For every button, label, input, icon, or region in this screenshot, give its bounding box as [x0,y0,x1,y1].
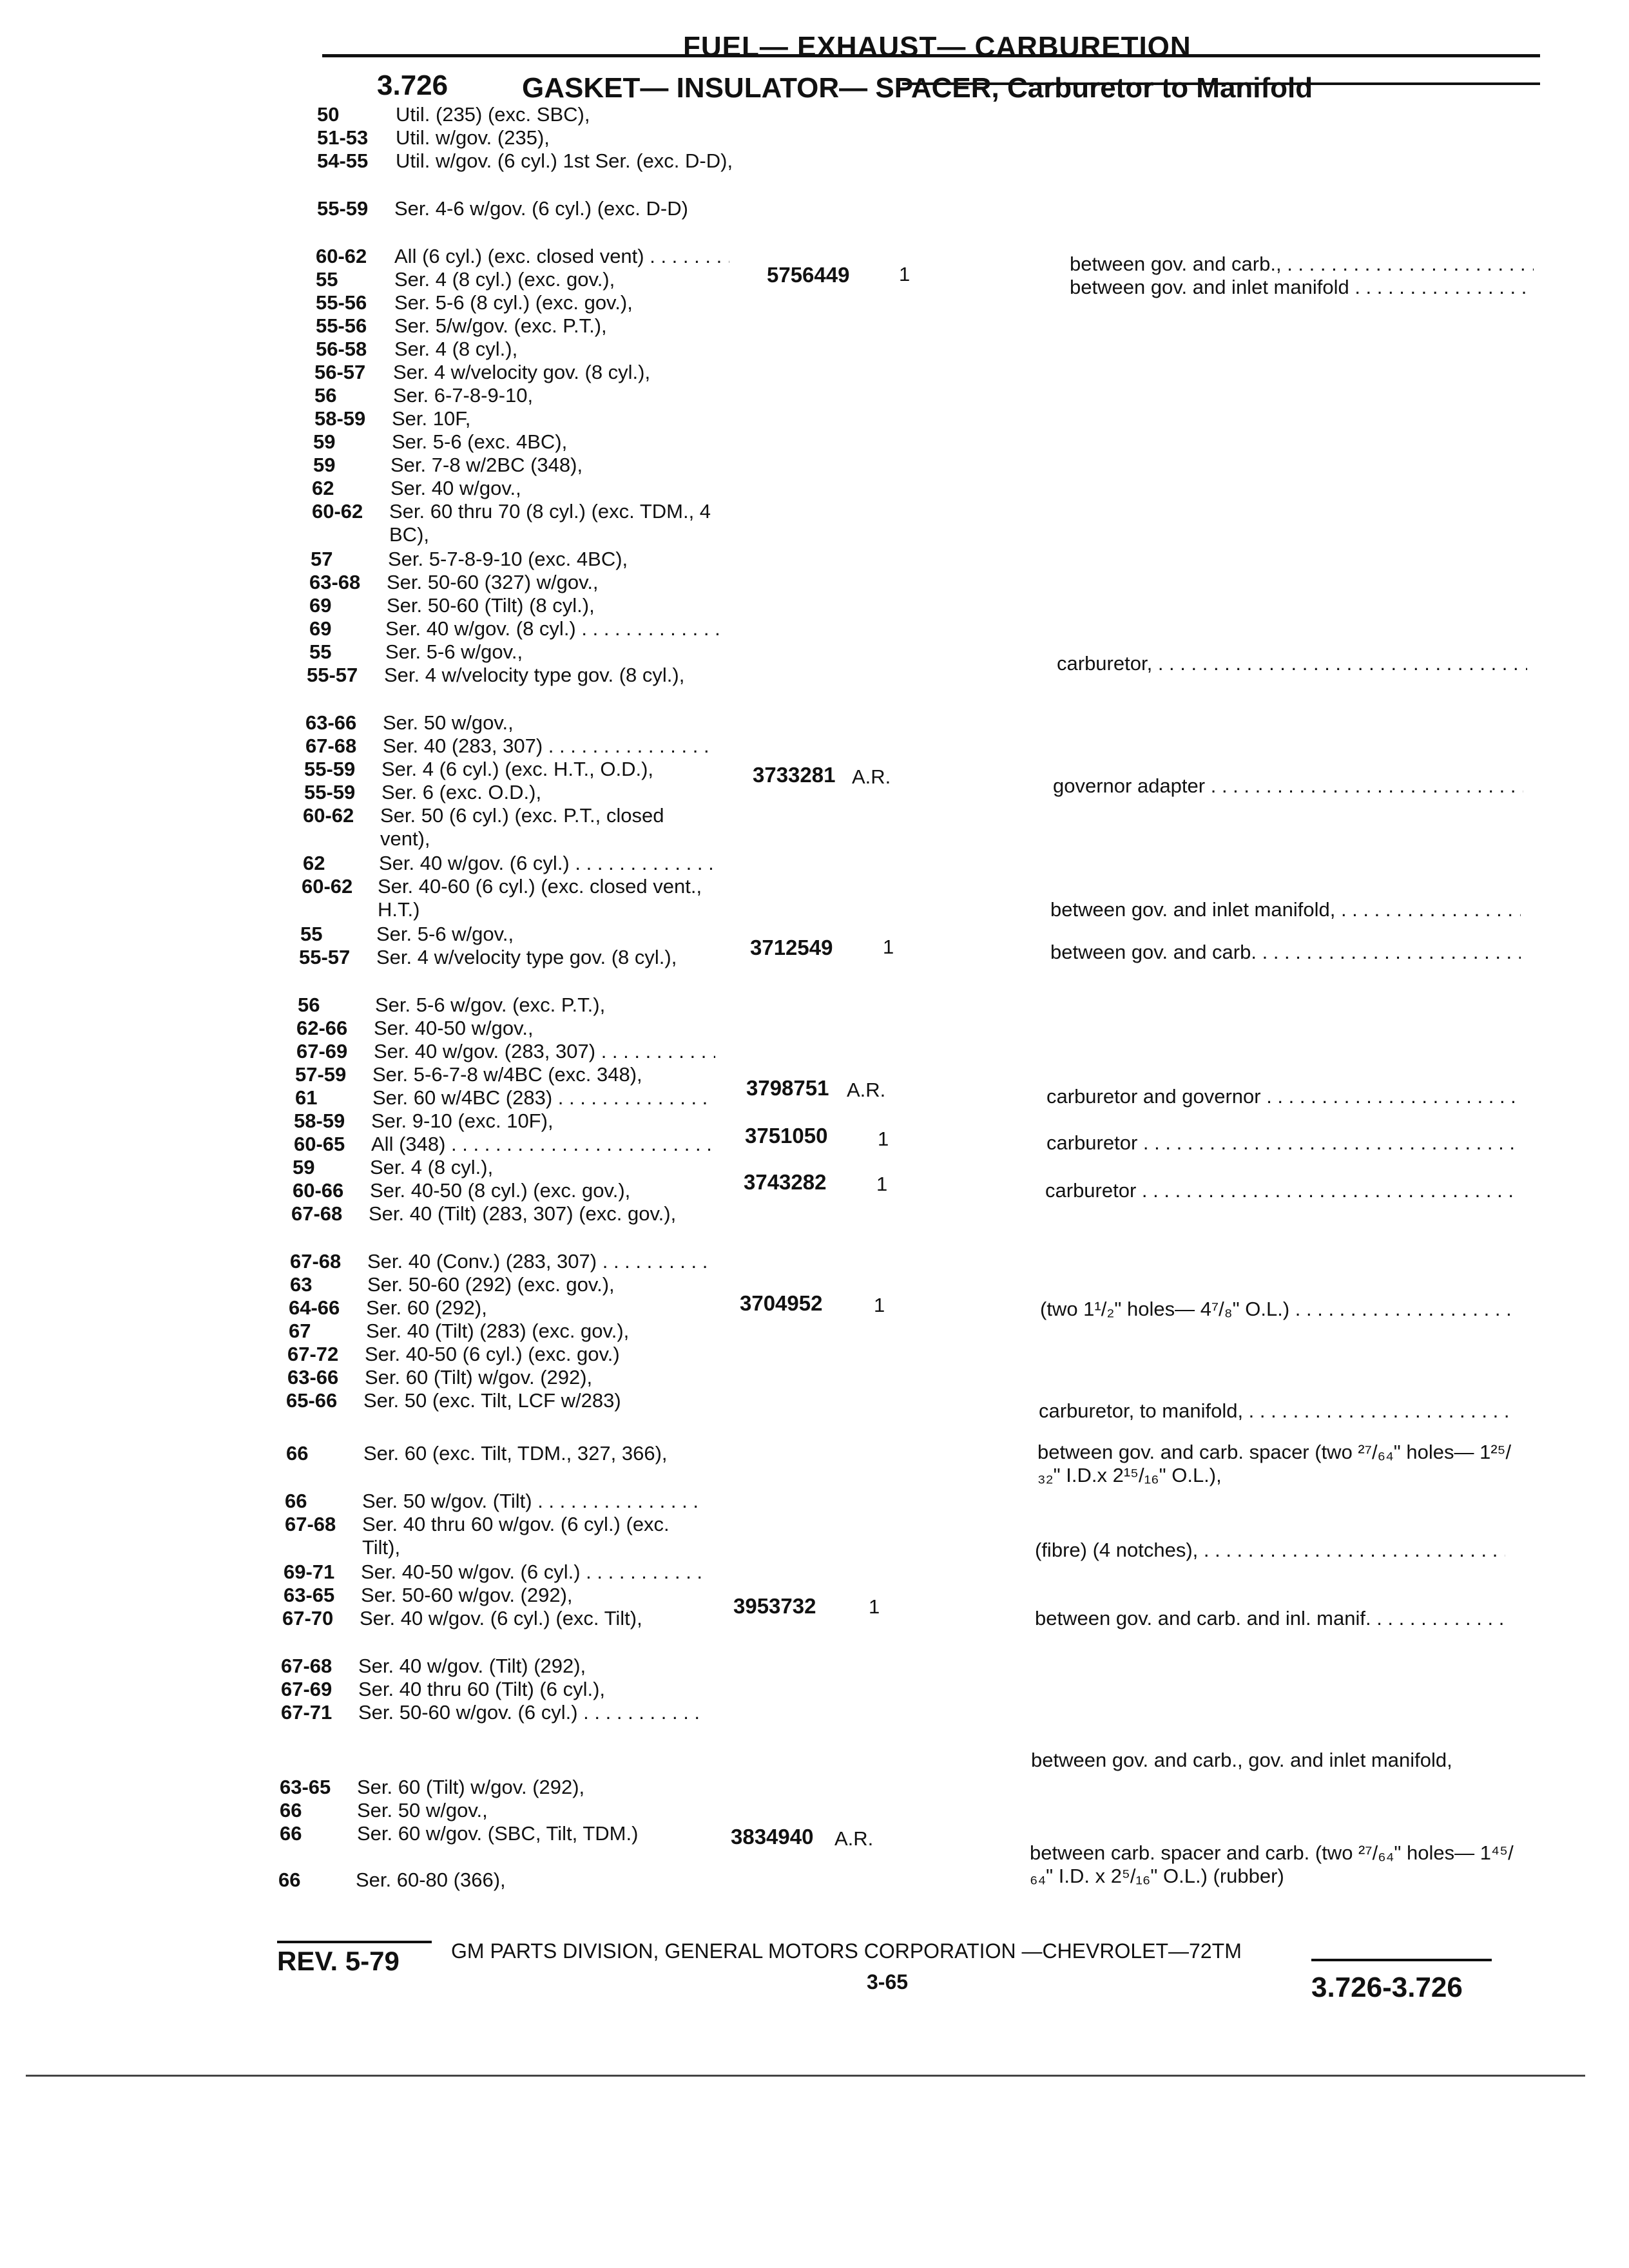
section-header: FUEL— EXHAUST— CARBURETION [683,31,1191,62]
application: Ser. 5-6 w/gov., [376,923,514,945]
footer-rule-left [277,1941,432,1943]
year: 55-57 [299,946,351,968]
group-number: 3.726 [377,70,448,101]
year: 65-66 [286,1389,338,1412]
year: 69 [309,594,332,617]
application: Ser. 5-7-8-9-10 (exc. 4BC), [388,548,628,570]
application: Ser. 50 (6 cyl.) (exc. P.T., closed vent), [380,804,664,850]
application: Ser. 5-6 w/gov., [385,640,523,663]
description: carburetor and governor . . . [1046,1085,1517,1108]
description: carburetor . . . [1046,1131,1517,1155]
year: 55 [316,268,338,291]
application: Ser. 50 w/gov., [383,711,514,734]
year: 63-66 [305,711,357,734]
part-qty: 1 [869,1595,880,1618]
part-qty: 1 [899,263,911,285]
application: Ser. 50-60 w/gov. (6 cyl.) . . . [358,1701,700,1724]
part-qty: 1 [876,1173,888,1195]
application: Ser. 60 (292), [366,1296,487,1319]
application: Ser. 40-60 (6 cyl.) (exc. closed vent., H.T.) [378,875,702,921]
year: 55-59 [304,758,356,780]
year: 67-68 [290,1250,342,1273]
year: 63 [290,1273,313,1296]
description: (two 1¹/₂" holes— 4⁷/₈" O.L.) . . . [1040,1298,1510,1321]
year: 67-68 [285,1513,336,1535]
application: Ser. 60 w/4BC (283) . . . [372,1086,714,1110]
part-qty: 1 [883,936,894,958]
application: Ser. 4 w/velocity gov. (8 cyl.), [393,361,651,383]
description: between gov. and carb., gov. and inlet manifold, [1031,1749,1452,1771]
year: 61 [295,1086,318,1109]
year: 62 [312,477,334,499]
footer-rule-right [1311,1959,1492,1961]
year: 62 [303,852,325,874]
application: Ser. 6 (exc. O.D.), [381,781,542,803]
part-number: 5756449 [767,263,850,287]
application: Util. w/gov. (235), [396,126,550,149]
part-number: 3743282 [744,1170,827,1194]
year: 67-68 [305,735,357,757]
year: 60-66 [293,1179,344,1202]
year: 69-71 [284,1561,335,1583]
year: 55 [300,923,323,945]
application: Ser. 40 thru 60 w/gov. (6 cyl.) (exc. Tilt), [362,1513,670,1559]
year: 58-59 [294,1110,345,1132]
application: Ser. 40 w/gov. (Tilt) (292), [358,1655,586,1677]
application: Ser. 60 w/gov. (SBC, Tilt, TDM.) [357,1822,639,1845]
application: Ser. 60-80 (366), [356,1869,506,1891]
part-number: 3953732 [733,1594,816,1618]
year: 62-66 [296,1017,348,1039]
application: Ser. 60 thru 70 (8 cyl.) (exc. TDM., 4 BC), [389,500,711,546]
application: All (6 cyl.) (exc. closed vent) . . . [394,245,729,268]
group-range: 3.726-3.726 [1311,1972,1463,2003]
year: 57-59 [295,1063,347,1086]
application: Ser. 40-50 w/gov. (6 cyl.) . . . [361,1561,702,1584]
application: Ser. 40 w/gov. (283, 307) . . . [374,1040,715,1063]
description: between gov. and inlet manifold . . . [1070,276,1534,299]
application: Ser. 40-50 (8 cyl.) (exc. gov.), [370,1179,631,1202]
part-qty: A.R. [852,765,891,788]
year: 66 [280,1799,302,1821]
application: Ser. 50-60 (292) (exc. gov.), [367,1273,615,1296]
application: Ser. 50 w/gov. (Tilt) . . . [362,1490,704,1513]
part-number: 3751050 [745,1124,828,1148]
year: 67 [289,1320,311,1342]
part-qty: A.R. [847,1079,886,1101]
part-number: 3834940 [731,1825,814,1849]
description: between gov. and carb., . . . [1070,253,1534,276]
application: Ser. 10F, [392,407,471,430]
application: Ser. 4 w/velocity type gov. (8 cyl.), [376,946,677,968]
application: Ser. 5-6 (exc. 4BC), [392,430,568,453]
year: 55-59 [304,781,356,803]
year: 67-69 [296,1040,348,1062]
application: Ser. 50-60 (Tilt) (8 cyl.), [387,594,595,617]
bottom-edge-line [26,2075,1585,2077]
part-number: 3712549 [750,936,833,959]
application: Ser. 40 w/gov. (6 cyl.) . . . [379,852,720,875]
description: carburetor, to manifold, . . . [1039,1399,1509,1423]
application: Ser. 50 w/gov., [357,1799,488,1821]
year: 67-69 [281,1678,333,1700]
year: 60-62 [316,245,367,267]
part-number: 3704952 [740,1291,823,1315]
application: Ser. 5-6 w/gov. (exc. P.T.), [375,994,606,1016]
application: Ser. 4 (6 cyl.) (exc. H.T., O.D.), [381,758,654,780]
page-number: 3-65 [867,1970,909,1994]
application: Ser. 40 w/gov. (6 cyl.) (exc. Tilt), [360,1607,642,1629]
year: 63-65 [284,1584,335,1606]
description: between gov. and carb. spacer (two ²⁷/₆₄" holes— 1²⁵/₃₂" I.D.x 2¹⁵/₁₆" O.L.), [1037,1441,1512,1486]
year: 66 [280,1822,302,1845]
application: Ser. 50-60 (327) w/gov., [387,571,599,593]
application: Util. w/gov. (6 cyl.) 1st Ser. (exc. D-D), [396,149,733,172]
application: All (348) . . . [371,1133,713,1156]
application: Ser. 60 (exc. Tilt, TDM., 327, 366), [363,1442,668,1465]
year: 60-62 [302,875,353,898]
year: 66 [278,1869,301,1891]
application: Ser. 4 w/velocity type gov. (8 cyl.), [384,664,685,686]
publisher-line: GM PARTS DIVISION, GENERAL MOTORS CORPORATION —CHEVROLET—72TM [451,1939,1242,1963]
year: 55-56 [316,291,367,314]
year: 56 [314,384,337,407]
application: Ser. 40-50 w/gov., [374,1017,534,1039]
part-qty: 1 [874,1294,885,1316]
year: 59 [293,1156,315,1178]
year: 63-68 [309,571,361,593]
part-number: 3733281 [753,763,836,787]
year: 56 [298,994,320,1016]
year: 63-65 [280,1776,331,1798]
year: 60-62 [312,500,363,523]
year: 55-57 [307,664,358,686]
application: Ser. 40-50 (6 cyl.) (exc. gov.) [365,1343,620,1365]
application: Ser. 5-6 (8 cyl.) (exc. gov.), [394,291,633,314]
application: Ser. 6-7-8-9-10, [393,384,534,407]
year: 57 [311,548,333,570]
year: 60-65 [294,1133,345,1155]
application: Ser. 9-10 (exc. 10F), [371,1110,554,1132]
application: Ser. 60 (Tilt) w/gov. (292), [357,1776,585,1798]
part-qty: A.R. [834,1827,874,1850]
year: 66 [286,1442,309,1465]
year: 63-66 [287,1366,339,1389]
year: 59 [313,430,336,453]
year: 58-59 [314,407,366,430]
application: Ser. 40 (Tilt) (283, 307) (exc. gov.), [369,1202,677,1225]
group-title: GASKET— INSULATOR— SPACER, Carburetor to Manifold [522,72,1313,104]
application: Ser. 40 (283, 307) . . . [383,735,711,758]
year: 67-68 [281,1655,333,1677]
description: carburetor . . . [1045,1179,1516,1202]
year: 55-56 [316,314,367,337]
year: 66 [285,1490,307,1512]
application: Ser. 5-6-7-8 w/4BC (exc. 348), [372,1063,642,1086]
year: 67-68 [291,1202,343,1225]
application: Ser. 5/w/gov. (exc. P.T.), [394,314,607,337]
application: Ser. 40 w/gov., [390,477,521,499]
part-qty: 1 [878,1128,889,1150]
part-number: 3798751 [746,1076,829,1100]
application: Util. (235) (exc. SBC), [396,103,590,126]
description: between gov. and carb. and inl. manif. . . . [1035,1607,1505,1630]
year: 67-71 [281,1701,333,1724]
year: 67-70 [282,1607,334,1629]
application: Ser. 4 (8 cyl.), [394,338,518,360]
year: 50 [317,103,340,126]
description: between gov. and carb. . . . [1050,941,1521,964]
description: between carb. spacer and carb. (two ²⁷/₆₄" holes— 1⁴⁵/₆₄" I.D. x 2⁵/₁₆" O.L.) (rubber) [1030,1841,1514,1887]
year: 59 [313,454,336,476]
application: Ser. 4 (8 cyl.) (exc. gov.), [394,268,615,291]
application: Ser. 4 (8 cyl.), [370,1156,494,1178]
revision-label: REV. 5-79 [277,1946,400,1976]
application: Ser. 50 (exc. Tilt, LCF w/283) [363,1389,621,1412]
year: 69 [309,617,332,640]
description: between gov. and inlet manifold, . . . [1050,898,1521,921]
year: 64-66 [289,1296,340,1319]
year: 51-53 [317,126,369,149]
year: 67-72 [287,1343,339,1365]
year: 55-59 [317,197,369,220]
year: 56-58 [316,338,367,360]
application: Ser. 40 thru 60 (Tilt) (6 cyl.), [358,1678,606,1700]
application: Ser. 50-60 w/gov. (292), [361,1584,573,1606]
application: Ser. 7-8 w/2BC (348), [390,454,583,476]
description: governor adapter . . . [1053,774,1523,798]
description: (fibre) (4 notches), . . . [1035,1539,1505,1562]
year: 60-62 [303,804,354,827]
year: 54-55 [317,149,369,172]
application: Ser. 40 (Tilt) (283) (exc. gov.), [366,1320,630,1342]
year: 55 [309,640,332,663]
application: Ser. 60 (Tilt) w/gov. (292), [365,1366,593,1389]
application: Ser. 40 w/gov. (8 cyl.) . . . [385,617,727,640]
application: Ser. 4-6 w/gov. (6 cyl.) (exc. D-D) [394,197,688,220]
year: 56-57 [314,361,366,383]
description: carburetor, . . . [1057,652,1527,675]
application: Ser. 40 (Conv.) (283, 307) . . . [367,1250,709,1273]
